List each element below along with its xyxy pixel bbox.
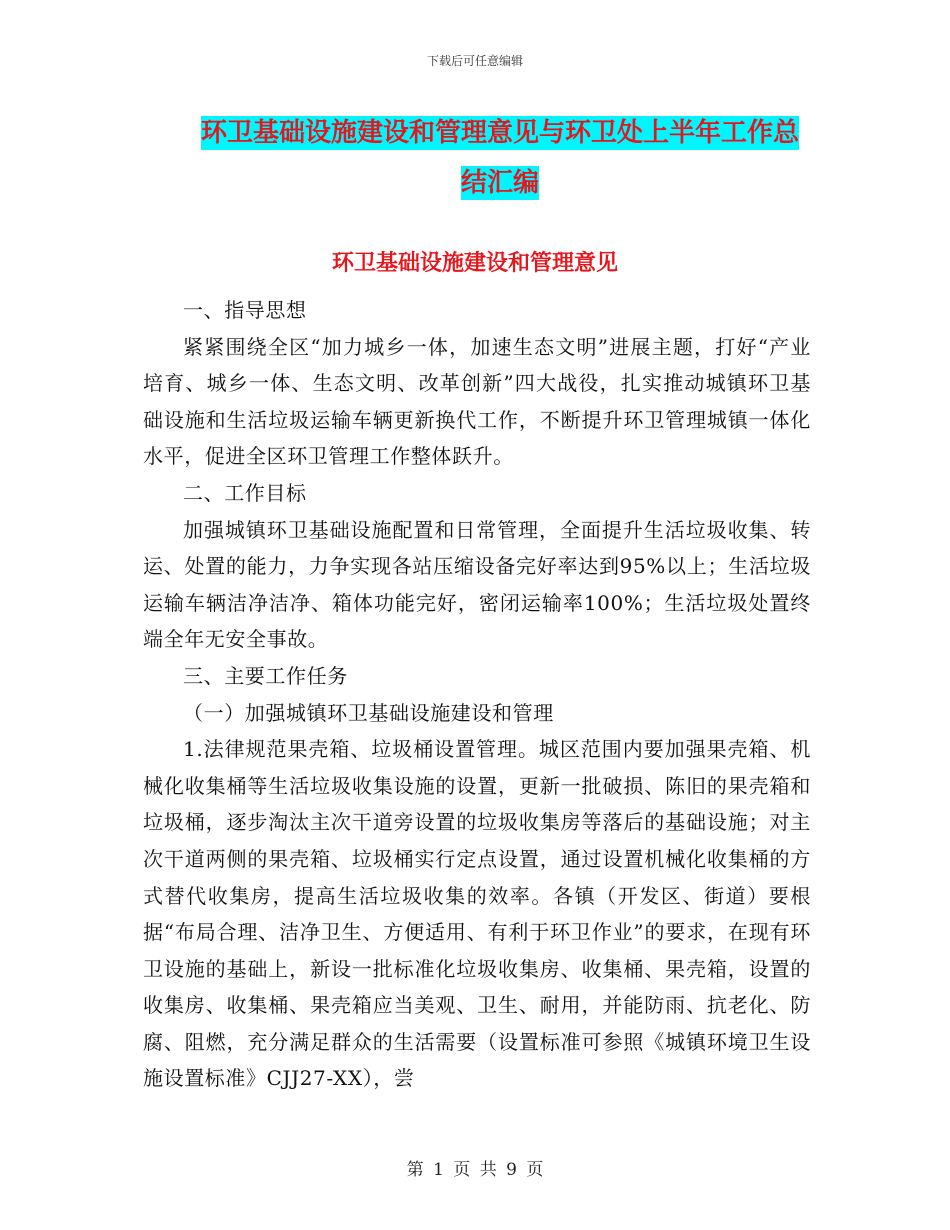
section-title: 环卫基础设施建设和管理意见 [331,251,618,276]
paragraph-guiding-thought: 紧紧围绕全区“加力城乡一体，加速生态文明”进展主题，打好“产业培育、城乡一体、生态文明、改革创新”四大战役，扎实推动城镇环卫基础设施和生活垃圾运输车辆更新换代工作，不断提升环卫管理城镇一体化水平，促进全区环卫管理工作整体跃升。 [143,334,811,469]
heading-main-tasks: 三、主要工作任务 [183,663,348,688]
document-body [143,292,811,1097]
page-number-footer: 第 1 页 共 9 页 [406,1160,544,1180]
document-title-line-1: 环卫基础设施建设和管理意见与环卫处上半年工作总 [200,118,799,148]
document-title-line-2: 结汇编 [460,168,539,198]
header-note: 下载后可任意编辑 [426,54,523,68]
document-title [140,108,860,208]
paragraph-work-goals: 加强城镇环卫基础设施配置和日常管理，全面提升生活垃圾收集、转运、处置的能力，力争实现各站压缩设备完好率达到95%以上；生活垃圾运输车辆洁净洁净、箱体功能完好，密闭运输率100%；生活垃圾处置终端全年无安全事故。 [143,517,811,652]
paragraph-bin-management: 1.法律规范果壳箱、垃圾桶设置管理。城区范围内要加强果壳箱、机械化收集桶等生活垃圾收集设施的设置，更新一批破损、陈旧的果壳箱和垃圾桶，逐步淘汰主次干道旁设置的垃圾收集房等落后的基础设施；对主次干道两侧的果壳箱、垃圾桶实行定点设置，通过设置机械化收集桶的方式替代收集房，提高生活垃圾收集的效率。各镇（开发区、街道）要根据“布局合理、洁净卫生、方便适用、有利于环卫作业”的要求，在现有环卫设施的基础上，新设一批标准化垃圾收集房、收集桶、果壳箱，设置的收集房、收集桶、果壳箱应当美观、卫生、耐用，并能防雨、抗老化、防腐、阻燃，充分满足群众的生活需要（设置标准可参照《城镇环境卫生设施设置标准》CJJ27-XX），尝 [143,737,811,1091]
subheading-infrastructure: （一）加强城镇环卫基础设施建设和管理 [183,700,554,725]
heading-work-goals: 二、工作目标 [183,480,307,505]
heading-guiding-thought: 一、指导思想 [183,298,307,322]
